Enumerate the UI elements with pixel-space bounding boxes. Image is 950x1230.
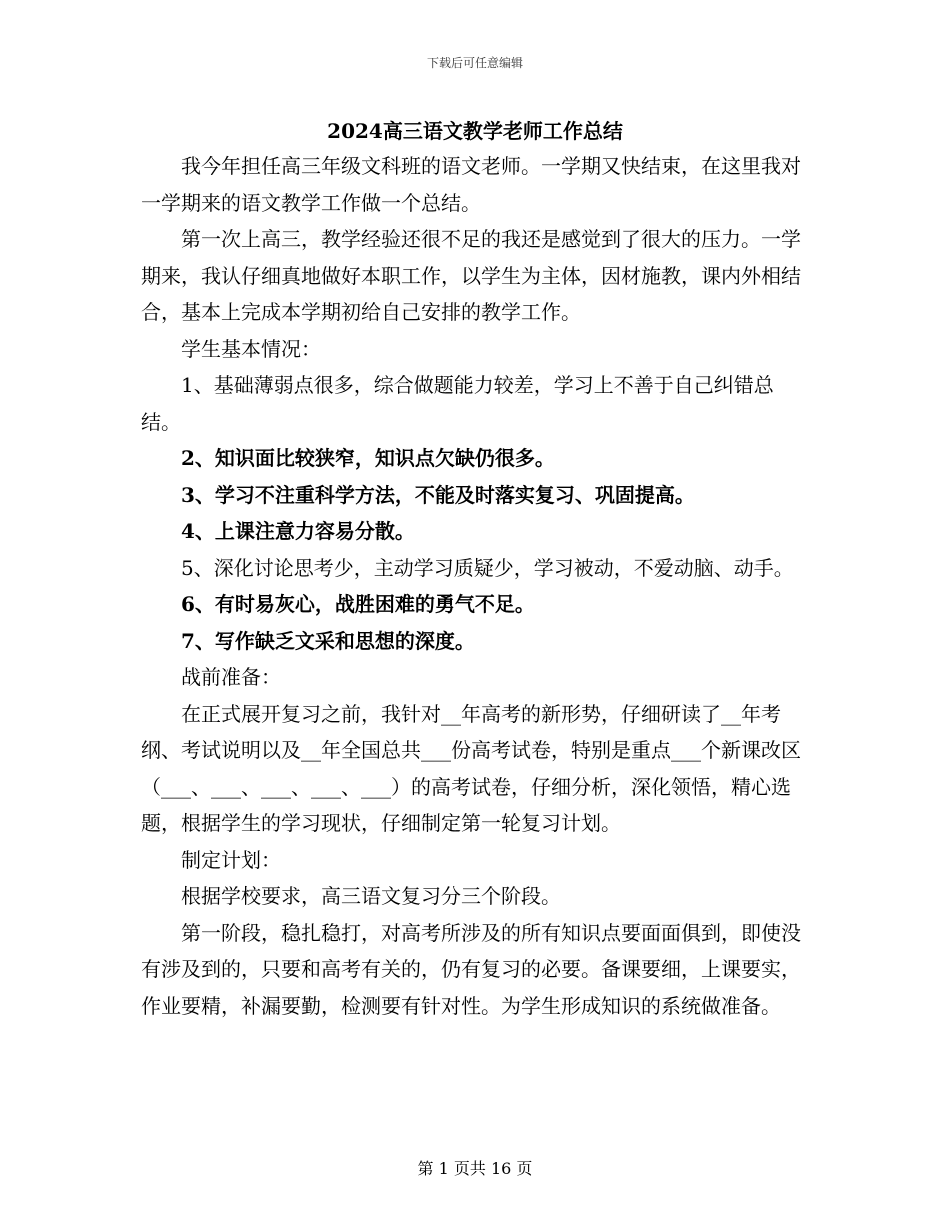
list-item: 7、写作缺乏文采和思想的深度。 (181, 628, 475, 653)
list-item: 5、深化讨论思考少，主动学习质疑少，学习被动，不爱动脑、动手。 (181, 555, 794, 580)
paragraph: 我今年担任高三年级文科班的语文老师。一学期又快结束，在这里我对一学期来的语文教学工作做一个总结。 (141, 154, 801, 215)
page-header: 下载后可任意编辑 (426, 56, 523, 70)
list-item: 3、学习不注重科学方法，不能及时落实复习、巩固提高。 (181, 482, 695, 507)
document-title: 2024高三语文教学老师工作总结 (327, 119, 623, 143)
section-heading: 战前准备： (181, 665, 281, 689)
list-item: 2、知识面比较狭窄，知识点欠缺仍很多。 (181, 446, 555, 470)
paragraph: 第一阶段，稳扎稳打，对高考所涉及的所有知识点要面面俱到，即使没有涉及到的，只要和高考有关的，仍有复习的必要。备课要细，上课要实，作业要精，补漏要勤，检测要有针对性。为学生形成知识的系统做准备。 (141, 920, 801, 1018)
list-item: 1、基础薄弱点很多，综合做题能力较差，学习上不善于自己纠错总结。 (141, 373, 774, 434)
paragraph: 在正式展开复习之前，我针对__年高考的新形势，仔细研读了__年考纲、考试说明以及__年全国总共___份高考试卷，特别是重点___个新课改区（___、___、___、___、___）的高考试卷，仔细分析，深化领悟，精心选题，根据学生的学习现状，仔细制定第一轮复习计划。 (141, 701, 801, 835)
section-heading: 制定计划： (181, 847, 281, 872)
paragraph: 根据学校要求，高三语文复习分三个阶段。 (181, 884, 561, 908)
list-item: 4、上课注意力容易分散。 (181, 519, 415, 543)
paragraph: 第一次上高三，教学经验还很不足的我还是感觉到了很大的压力。一学期来，我认仔细真地做好本职工作，以学生为主体，因材施教，课内外相结合，基本上完成本学期初给自己安排的教学工作。 (141, 227, 801, 324)
document-body (141, 148, 811, 1024)
section-heading: 学生基本情况： (181, 336, 321, 361)
list-item: 6、有时易灰心，战胜困难的勇气不足。 (181, 592, 535, 616)
page-footer: 第 1 页共 16 页 (417, 1159, 533, 1178)
